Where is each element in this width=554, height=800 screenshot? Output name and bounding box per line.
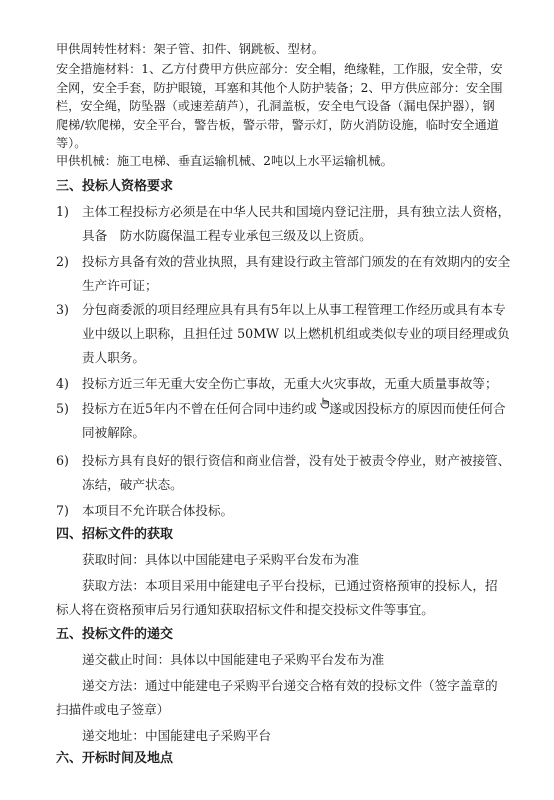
list-item-number: 4) bbox=[56, 376, 69, 391]
list-item-number: 7) bbox=[56, 503, 69, 518]
list-item-text: 本项目不允许联合体投标。 bbox=[82, 503, 234, 518]
section-heading-3: 三、投标人资格要求 bbox=[56, 179, 174, 194]
submit-method: 递交方法：通过中能建电子采购平台递交合格有效的投标文件（签字盖章的扫描件或电子签章） bbox=[56, 678, 498, 717]
section-heading-5: 五、投标文件的递交 bbox=[56, 627, 174, 642]
acquire-time: 获取时间：具体以中国能建电子采购平台发布为准 bbox=[82, 552, 360, 567]
list-item-text: 主体工程投标方必须是在中华人民共和国境内登记注册，具有独立法人资格，具备 防水防腐保温工程专业承包三级及以上资质。 bbox=[82, 204, 511, 243]
supply-turnover-materials: 甲供周转性材料：架子管、扣件、钢跳板、型材。 bbox=[56, 42, 325, 56]
list-item-text: 分包商委派的项目经理应具有具有5年以上从事工程管理工作经历或具有本专业中级以上职称，且担任过 50MW 以上燃机机组或类似专业的项目经理或负责人职务。 bbox=[82, 302, 510, 365]
supply-machinery: 甲供机械：施工电梯、垂直运输机械、2吨以上水平运输机械。 bbox=[56, 154, 393, 168]
list-item-number: 6) bbox=[56, 453, 69, 468]
list-item-text: 投标方具备有效的营业执照，具有建设行政主管部门颁发的在有效期内的安全生产许可证； bbox=[82, 254, 511, 293]
list-item-number: 1) bbox=[56, 204, 69, 219]
list-item-text: 投标方在近5年内不曾在任何合同中违约或 遂或因投标方的原因而使任何合同被解除。 bbox=[82, 401, 506, 440]
acquire-method: 获取方法：本项目采用中能建电子平台投标，已通过资格预审的投标人，招标人将在资格预审后另行通知获取招标文件和提交投标文件等事宜。 bbox=[56, 578, 498, 617]
list-item-text: 投标方近三年无重大安全伤亡事故，无重大火灾事故，无重大质量事故等； bbox=[82, 376, 498, 391]
hand-cursor-icon bbox=[320, 397, 330, 409]
list-item-text: 投标方具有良好的银行资信和商业信誉，没有处于被责令停业，财产被接管、冻结，破产状态。 bbox=[82, 453, 511, 492]
list-item-number: 2) bbox=[56, 254, 69, 269]
submit-deadline: 递交截止时间：具体以中国能建电子采购平台发布为准 bbox=[82, 652, 385, 667]
list-item-number: 3) bbox=[56, 302, 69, 317]
safety-materials: 安全措施材料：1、乙方付费甲方供应部分：安全帽，绝缘鞋，工作服，安全带，安全网，安全手套，防护眼镜，耳塞和其他个人防护装备；2、甲方供应部分：安全围栏，安全绳，防坠器（或速差葫芦），孔洞盖板，安全电气设备（漏电保护器），钢爬梯/软爬梯，安全平台，警告板，警示带，警示灯，防火消防设施，临时安全通道等）。 bbox=[56, 62, 503, 150]
section-heading-4: 四、招标文件的获取 bbox=[56, 527, 174, 542]
section-heading-6: 六、开标时间及地点 bbox=[56, 751, 174, 766]
submit-address: 递交地址：中国能建电子采购平台 bbox=[82, 728, 271, 743]
list-item-number: 5) bbox=[56, 401, 69, 416]
